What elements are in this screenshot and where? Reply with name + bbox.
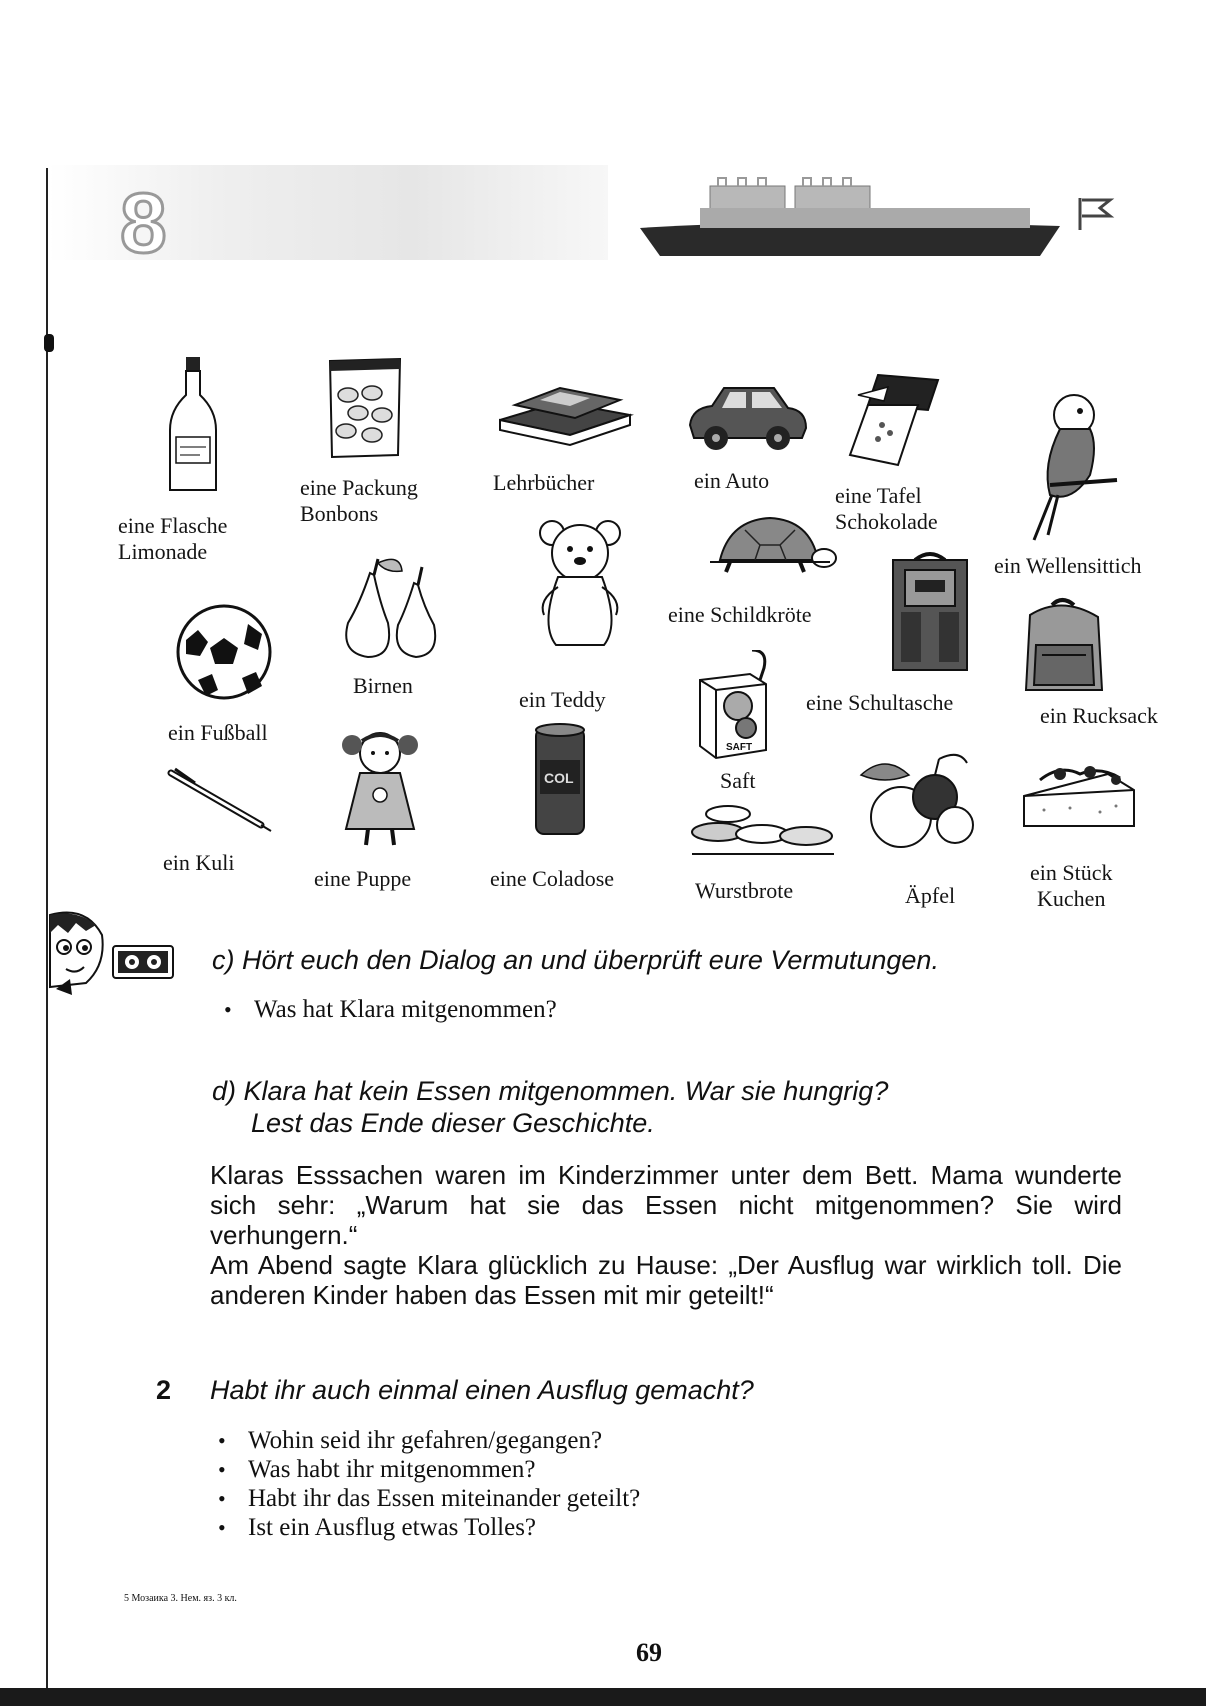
exercise-number: 2	[156, 1375, 172, 1405]
candy-bag-icon	[322, 355, 407, 460]
label-flasche: eine Flasche Limonade	[118, 513, 228, 564]
cola-can-icon	[530, 720, 590, 840]
svg-text:COL: COL	[544, 770, 574, 786]
label-schildkroete: eine Schildkröte	[668, 602, 812, 627]
story-paragraph-1: Klaras Esssachen waren im Kinderzimmer unter dem Bett. Mama wunderte sich sehr: „Warum hat sie das Essen nicht mitgenommen? Sie wird verhungern.“	[210, 1160, 1122, 1250]
label-rucksack: ein Rucksack	[1040, 703, 1158, 728]
label-wellensittich: ein Wellensittich	[994, 553, 1142, 578]
school-bag-icon	[885, 550, 975, 675]
label-teddy: ein Teddy	[519, 687, 606, 712]
page-number: 69	[636, 1638, 662, 1667]
task-d-heading-line1: d) Klara hat kein Essen mitgenommen. War sie hungrig?	[212, 1076, 889, 1106]
apples-icon	[855, 745, 985, 860]
label-wurstbrote: Wurstbrote	[695, 878, 794, 903]
left-edge-mark	[44, 334, 54, 352]
label-schultasche: eine Schultasche	[806, 690, 954, 715]
task-c-heading: c) Hört euch den Dialog an und überprüft eure Vermutungen.	[212, 945, 939, 975]
exercise-2-bullets	[212, 1426, 1112, 1542]
list-item: • Ist ein Ausflug etwas Tolles?	[212, 1513, 1112, 1542]
ship-icon	[640, 168, 1140, 268]
story-paragraph-2: Am Abend sagte Klara glücklich zu Hause: „Der Ausflug war wirklich toll. Die anderen Kinder haben das Essen mit mir geteilt!“	[210, 1250, 1122, 1310]
label-coladose: eine Coladose	[490, 866, 615, 891]
sandwiches-icon	[688, 800, 838, 860]
label-kuchen: ein Stück Kuchen	[1030, 860, 1113, 911]
list-item: • Was habt ihr mitgenommen?	[212, 1455, 1112, 1484]
label-auto: ein Auto	[694, 468, 770, 493]
chocolate-bar-icon	[848, 365, 948, 470]
doll-icon	[330, 725, 430, 850]
list-item: • Wohin seid ihr gefahren/gegangen?	[212, 1426, 1112, 1455]
backpack-icon	[1012, 595, 1112, 700]
list-item: • Habt ihr das Essen miteinander geteilt?	[212, 1484, 1112, 1513]
label-fussball: ein Fußball	[168, 720, 268, 745]
cake-slice-icon	[1020, 760, 1140, 840]
label-saft: Saft	[720, 768, 756, 793]
turtle-icon	[700, 510, 840, 580]
label-birnen: Birnen	[353, 673, 413, 698]
child-face-icon	[46, 905, 106, 995]
bottle-icon	[158, 355, 228, 495]
list-item: • Was hat Klara mitgenommen?	[218, 995, 1118, 1024]
pears-icon	[330, 553, 450, 663]
pen-icon	[165, 765, 275, 835]
teddy-bear-icon	[530, 515, 630, 655]
label-lehrbuecher: Lehrbücher	[493, 470, 595, 495]
task-d-heading-line2: Lest das Ende dieser Geschichte.	[251, 1108, 655, 1138]
juice-box-icon	[690, 650, 780, 760]
books-icon	[490, 380, 640, 450]
bottom-edge-bar	[0, 1688, 1206, 1706]
chapter-number: 8	[120, 176, 167, 270]
label-bonbons: eine Packung Bonbons	[300, 475, 418, 526]
soccer-ball-icon	[172, 600, 277, 705]
label-aepfel: Äpfel	[905, 883, 956, 908]
label-puppe: eine Puppe	[314, 866, 412, 891]
svg-text:SAFT: SAFT	[726, 742, 753, 753]
toy-car-icon	[682, 380, 812, 455]
label-kuli: ein Kuli	[163, 850, 235, 875]
label-schokolade: eine Tafel Schokolade	[835, 483, 938, 534]
imprint-note: 5 Мозаика 3. Нем. яз. 3 кл.	[124, 1593, 237, 1604]
task-c-bullets	[218, 995, 1118, 1024]
cassette-icon	[112, 945, 174, 979]
exercise-2-heading: Habt ihr auch einmal einen Ausflug gemacht?	[210, 1375, 754, 1405]
parakeet-icon	[1012, 385, 1122, 545]
